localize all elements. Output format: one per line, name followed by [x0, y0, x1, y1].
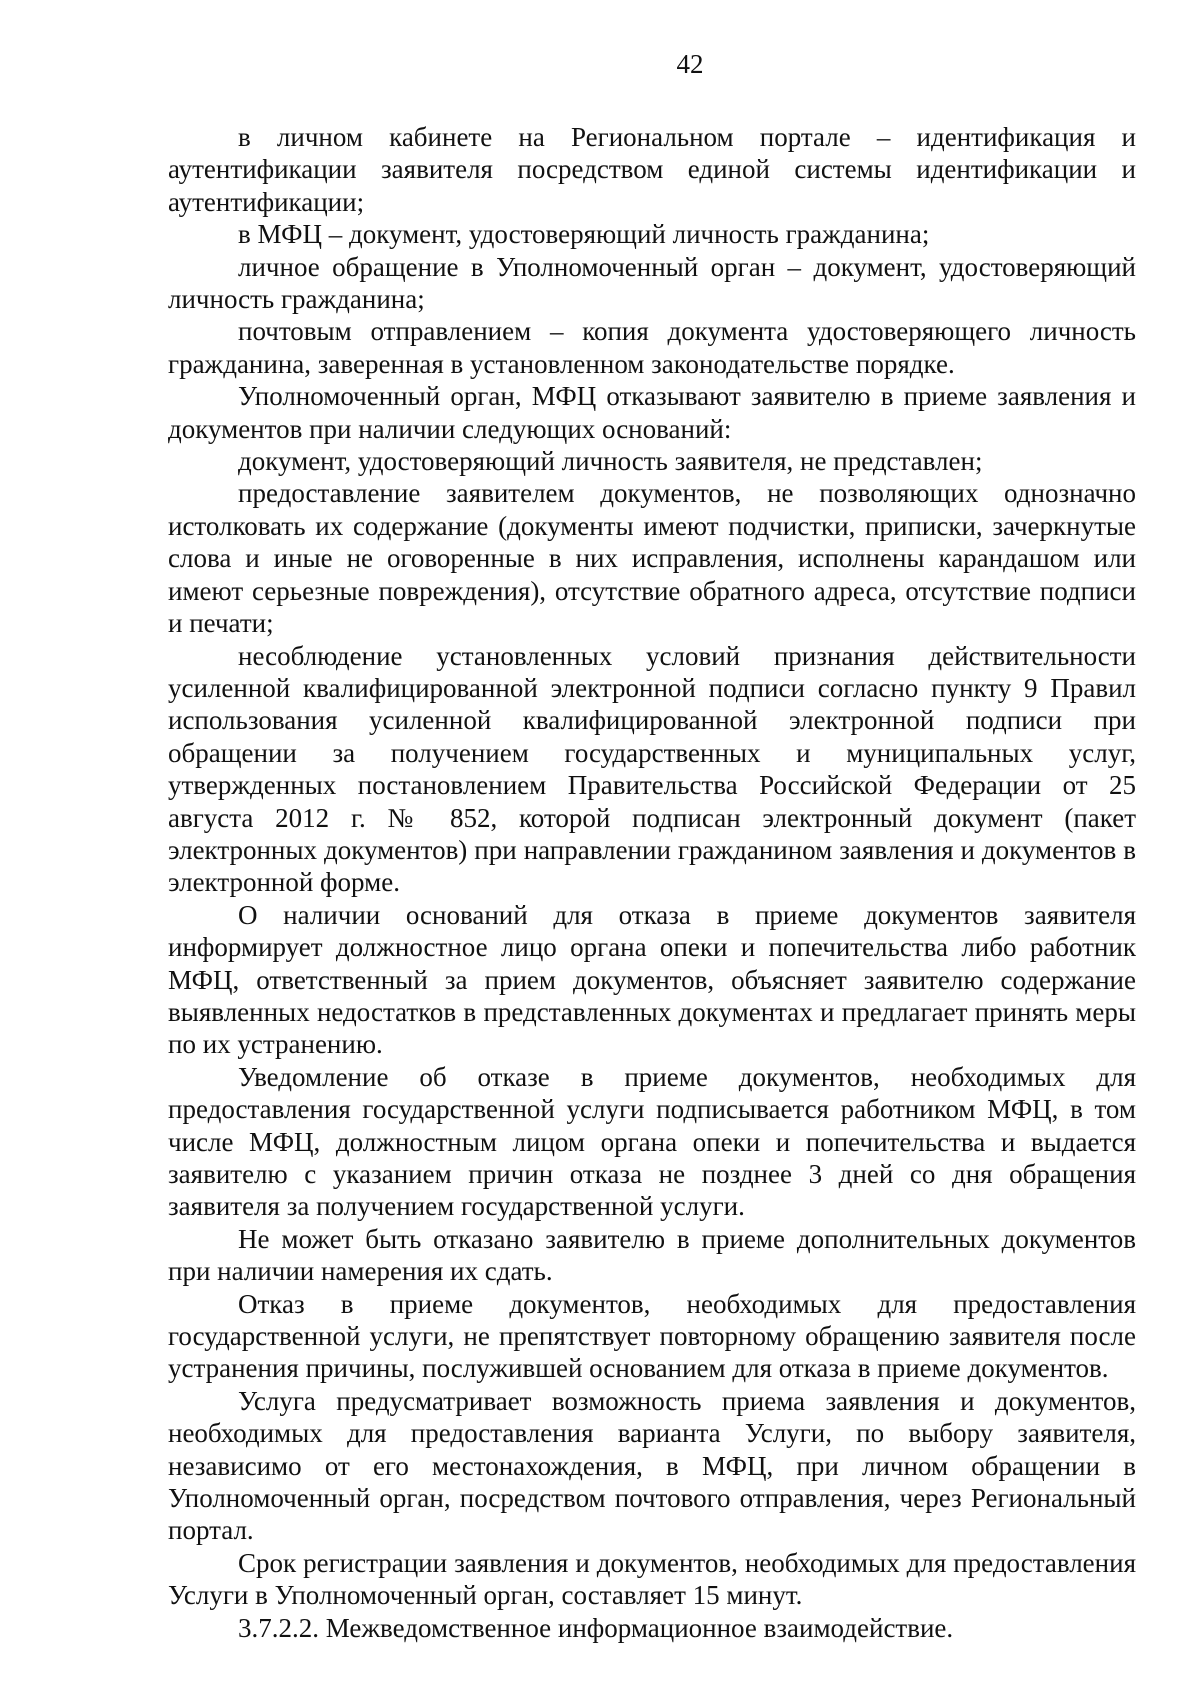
- section-heading-interagency: 3.7.2.2. Межведомственное информационное взаимодействие.: [238, 1612, 954, 1643]
- paragraph-repeat-application: Отказ в приеме документов, необходимых для предоставления государственной услуги, не препятствует повторному обращению заявителя после устранения причины, послужившей основанием для отказа в приеме документов.: [168, 1288, 1136, 1384]
- page-number: 42: [676, 49, 704, 79]
- paragraph-registration-term: Срок регистрации заявления и документов, необходимых для предоставления Услуги в Уполномоченный орган, составляет 15 минут.: [168, 1547, 1136, 1611]
- paragraph-identification-portal: в личном кабинете на Региональном портале – идентификация и аутентификации заявителя посредством единой системы идентификации и аутентификации;: [168, 122, 1136, 217]
- paragraph-additional-documents: Не может быть отказано заявителю в приеме дополнительных документов при наличии намерения их сдать.: [168, 1223, 1136, 1287]
- paragraph-refusal-notice: Уведомление об отказе в приеме документов, необходимых для предоставления государственной услуги подписывается работником МФЦ, в том числе МФЦ, должностным лицом органа опеки и попечительства и выдается заявителю с указанием причин отказа не позднее 3 дней со дня обращения заявителя за получением государственной услуги.: [168, 1061, 1136, 1222]
- paragraph-refusal-informing: О наличии оснований для отказа в приеме документов заявителя информирует должностное лицо органа опеки и попечительства либо работник МФЦ, ответственный за прием документов, объясняет заявителю содержание выявленных недостатков в представленных документах и предлагает принять меры по их устранению.: [168, 899, 1136, 1060]
- paragraph-identification-mfc: в МФЦ – документ, удостоверяющий личность гражданина;: [238, 219, 930, 250]
- paragraph-refusal-grounds-intro: Уполномоченный орган, МФЦ отказывают заявителю в приеме заявления и документов при наличии следующих оснований:: [168, 381, 1136, 444]
- paragraph-refusal-defective-docs: предоставление заявителем документов, не позволяющих однозначно истолковать их содержание (документы имеют подчистки, приписки, зачеркнутые слова и иные не оговоренные в них исправления, исполнены карандашом или имеют серьезные повреждения), отсутствие обратного адреса, отсутствие подписи и печати;: [168, 478, 1136, 639]
- document-body: [168, 121, 1136, 1644]
- paragraph-identification-in-person: личное обращение в Уполномоченный орган – документ, удостоверяющий личность гражданина;: [168, 251, 1136, 315]
- paragraph-extraterritorial: Услуга предусматривает возможность приема заявления и документов, необходимых для предоставления варианта Услуги, по выбору заявителя, независимо от его местонахождения, в МФЦ, при личном обращении в Уполномоченный орган, посредством почтового отправления, через Региональный портал.: [168, 1385, 1136, 1546]
- paragraph-refusal-no-id: документ, удостоверяющий личность заявителя, не представлен;: [238, 446, 983, 477]
- paragraph-refusal-signature: несоблюдение установленных условий признания действительности усиленной квалифицированной электронной подписи согласно пункту 9 Правил использования усиленной квалифицированной электронной подписи при обращении за получением государственных и муниципальных услуг, утвержденных постановлением Правительства Российской Федерации от 25 августа 2012 г. № 852, которой подписан электронный документ (пакет электронных документов) при направлении гражданином заявления и документов в электронной форме.: [168, 640, 1136, 898]
- paragraph-identification-postal: почтовым отправлением – копия документа удостоверяющего личность гражданина, заверенная в установленном законодательстве порядке.: [168, 316, 1136, 379]
